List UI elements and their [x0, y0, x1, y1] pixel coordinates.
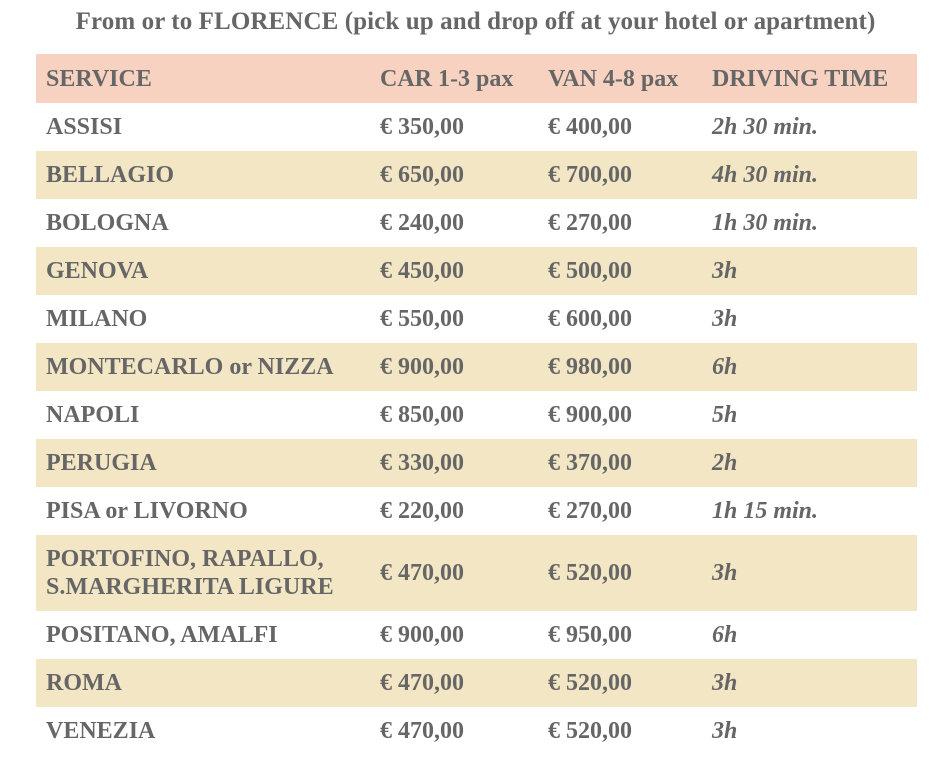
table-row [36, 151, 917, 199]
car-price-cell: € 220,00 [380, 498, 464, 524]
table-row [36, 295, 917, 343]
van-price-cell: € 370,00 [538, 439, 702, 487]
driving-time-cell: 3h [702, 535, 917, 611]
table-row [36, 103, 917, 151]
driving-time-cell: 6h [712, 622, 738, 648]
driving-time-cell: 6h [702, 343, 917, 391]
table-row [36, 611, 917, 659]
car-price-cell: € 650,00 [370, 151, 538, 199]
service-line-2: S.MARGHERITA LIGURE [46, 574, 334, 600]
driving-time-cell: 2h 30 min. [712, 114, 819, 140]
van-price-cell: € 270,00 [548, 210, 632, 236]
car-price-cell: € 350,00 [380, 114, 464, 140]
car-price-cell: € 470,00 [370, 535, 538, 611]
driving-time-cell: 4h 30 min. [702, 151, 917, 199]
service-cell: PISA or LIVORNO [46, 498, 248, 524]
car-price-cell: € 900,00 [380, 622, 464, 648]
van-price-cell: € 980,00 [538, 343, 702, 391]
table-row [36, 343, 917, 391]
price-table [36, 54, 917, 755]
car-price-cell: € 850,00 [380, 402, 464, 428]
table-header-row [36, 54, 917, 103]
header-van: VAN 4-8 pax [538, 54, 702, 103]
driving-time-cell: 1h 15 min. [712, 498, 819, 524]
service-line-1: PORTOFINO, RAPALLO, [46, 546, 324, 572]
car-price-cell: € 470,00 [380, 718, 464, 744]
service-cell: BELLAGIO [36, 151, 370, 199]
header-driving-time: DRIVING TIME [702, 54, 917, 103]
car-price-cell: € 240,00 [380, 210, 464, 236]
service-cell [36, 535, 370, 611]
driving-time-cell: 1h 30 min. [712, 210, 819, 236]
table-row [36, 487, 917, 535]
service-cell: ASSISI [46, 114, 123, 140]
driving-time-cell: 3h [702, 659, 917, 707]
van-price-cell: € 950,00 [548, 622, 632, 648]
table-row [36, 535, 917, 611]
van-price-cell: € 900,00 [548, 402, 632, 428]
table-row [36, 659, 917, 707]
service-cell: VENEZIA [46, 718, 156, 744]
van-price-cell: € 400,00 [548, 114, 632, 140]
van-price-cell: € 520,00 [538, 535, 702, 611]
service-cell: NAPOLI [46, 402, 140, 428]
driving-time-cell: 3h [712, 306, 738, 332]
van-price-cell: € 600,00 [548, 306, 632, 332]
service-cell: MONTECARLO or NIZZA [36, 343, 370, 391]
driving-time-cell: 3h [712, 718, 738, 744]
car-price-cell: € 900,00 [370, 343, 538, 391]
service-cell: POSITANO, AMALFI [46, 622, 278, 648]
car-price-cell: € 470,00 [370, 659, 538, 707]
car-price-cell: € 330,00 [370, 439, 538, 487]
service-cell: BOLOGNA [46, 210, 169, 236]
service-cell: MILANO [46, 306, 148, 332]
page-title: From or to FLORENCE (pick up and drop off at your hotel or apartment) [75, 8, 876, 35]
table-row [36, 391, 917, 439]
driving-time-cell: 3h [702, 247, 917, 295]
car-price-cell: € 450,00 [370, 247, 538, 295]
table-row [36, 707, 917, 755]
van-price-cell: € 520,00 [538, 659, 702, 707]
table-row [36, 199, 917, 247]
van-price-cell: € 500,00 [538, 247, 702, 295]
service-cell: ROMA [36, 659, 370, 707]
van-price-cell: € 700,00 [538, 151, 702, 199]
table-row [36, 439, 917, 487]
driving-time-cell: 2h [702, 439, 917, 487]
table-row [36, 247, 917, 295]
service-cell: GENOVA [36, 247, 370, 295]
header-car: CAR 1-3 pax [370, 54, 538, 103]
driving-time-cell: 5h [712, 402, 738, 428]
car-price-cell: € 550,00 [380, 306, 464, 332]
header-service: SERVICE [36, 54, 370, 103]
van-price-cell: € 270,00 [548, 498, 632, 524]
van-price-cell: € 520,00 [548, 718, 632, 744]
service-cell: PERUGIA [36, 439, 370, 487]
